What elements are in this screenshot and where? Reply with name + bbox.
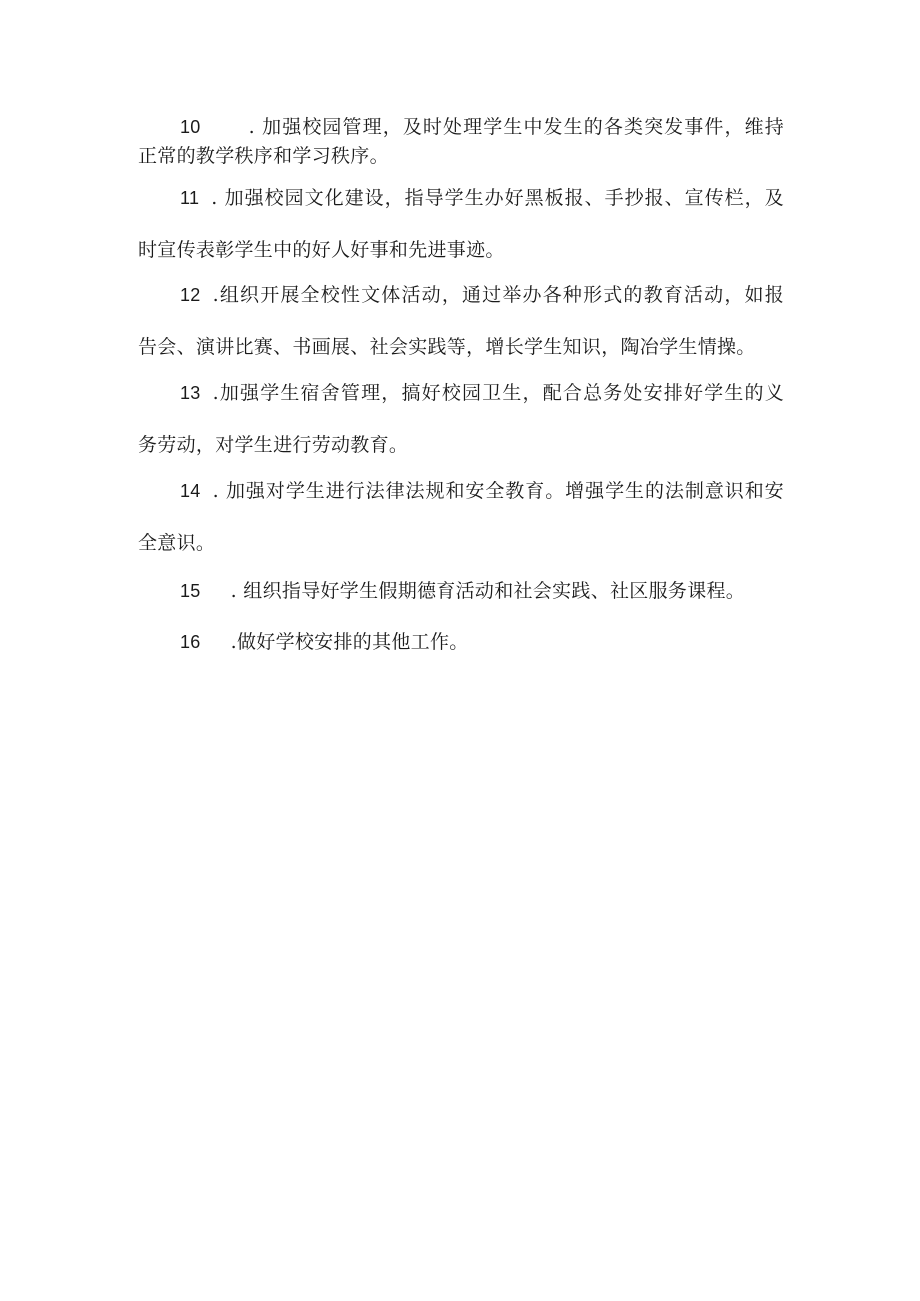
list-item-14: [138, 476, 784, 555]
list-item-first-line: [138, 576, 784, 603]
list-item-first-line: [138, 112, 784, 139]
item-number: 13: [180, 383, 201, 403]
list-item-first-line: [138, 378, 784, 405]
item-number: 14: [180, 481, 201, 501]
item-text: . 组织指导好学生假期德育活动和社会实践、社区服务课程。: [230, 580, 746, 602]
list-item-10: [138, 112, 784, 168]
item-text: . 加强对学生进行法律法规和安全教育。增强学生的法制意识和安: [212, 480, 784, 502]
list-item-11: [138, 183, 784, 262]
item-number: 12: [180, 285, 201, 305]
list-item-line: 时宣传表彰学生中的好人好事和先进事迹。: [138, 239, 505, 261]
list-item-16: [138, 627, 784, 654]
list-item-line: 正常的教学秩序和学习秩序。: [138, 145, 389, 167]
item-text: . 加强校园文化建设，指导学生办好黑板报、手抄报、宣传栏，及: [211, 187, 784, 209]
item-number: 16: [180, 632, 201, 652]
item-number: 15: [180, 581, 201, 601]
list-item-line: 告会、演讲比赛、书画展、社会实践等，增长学生知识，陶冶学生情操。: [138, 336, 756, 358]
list-item-13: [138, 378, 784, 457]
item-text: . 加强校园管理，及时处理学生中发生的各类突发事件，维持: [248, 116, 784, 138]
list-item-first-line: [138, 627, 784, 654]
list-item-12: [138, 280, 784, 359]
list-item-first-line: [138, 476, 784, 503]
list-item-line: 全意识。: [138, 532, 216, 554]
item-text: .加强学生宿舍管理，搞好校园卫生，配合总务处安排好学生的义: [212, 382, 784, 404]
item-number: 11: [180, 188, 200, 208]
list-item-first-line: [138, 280, 784, 307]
list-item-line: 务劳动，对学生进行劳动教育。: [138, 434, 409, 456]
list-item-first-line: [138, 183, 784, 210]
item-number: 10: [180, 117, 201, 137]
list-item-15: [138, 576, 784, 603]
item-text: .做好学校安排的其他工作。: [230, 631, 469, 653]
item-text: .组织开展全校性文体活动，通过举办各种形式的教育活动，如报: [212, 284, 784, 306]
